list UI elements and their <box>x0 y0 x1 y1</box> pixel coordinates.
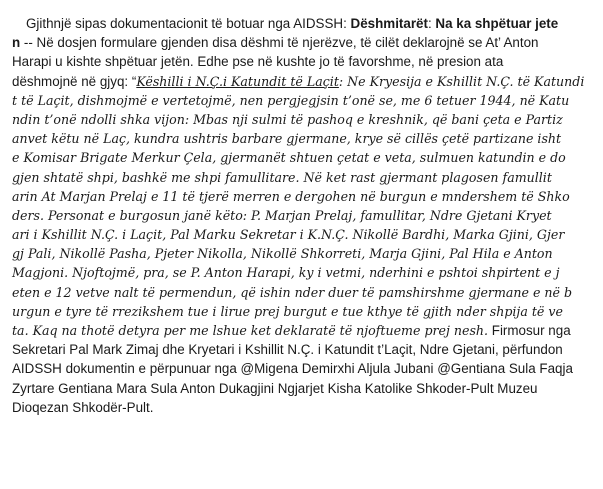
text-run-italic: ta. Kaq na thotë detyra per me lshue ket deklaratë të njoftueme prej nesh. <box>12 323 489 338</box>
text-line-italic: gjen shtatë shpi, bashkë me shpi famullitare. Në ket rast gjermant plagosen famullit <box>12 169 552 185</box>
text-run: Firmosur nga <box>488 323 571 338</box>
text-run: : <box>427 16 436 31</box>
document-body <box>12 14 597 417</box>
text-line-italic: eten e 12 vetve nalt të permendun, që ishin nder duer të pamshirshme gjermane e në b <box>12 284 573 300</box>
text-run-bold: n <box>12 35 21 51</box>
text-line <box>12 33 597 52</box>
text-run-underlined: Këshilli i N.Ç.i Katundit të Laçit <box>136 73 339 89</box>
text-line-italic: e Komisar Brigate Merkur Çela, gjermanët shtuen çetat e veta, sulmuen katundin e do <box>12 150 566 166</box>
text-run: -- Në dosjen formulare gjenden disa dëshmi të njerëzve, të cilët deklarojnë se At’ Anton <box>20 35 539 51</box>
text-line: Dioqezan Shkodër-Pult. <box>12 399 154 415</box>
text-run-italic: t të Laçit, dishmojmë e vertetojmë, nen pergjegjsin t’onë se, me 6 tetuer 1944, në Katu <box>12 92 570 108</box>
text-line-italic <box>12 91 597 110</box>
text-line <box>12 14 597 33</box>
text-run-bold: Dëshmitarët <box>350 16 428 31</box>
text-line-italic: gj Pali, Nikollë Pasha, Pjeter Nikolla, Nikollë Shkorreti, Marja Gjini, Pal Hila e Anton <box>12 246 553 262</box>
text-line-italic: Magjoni. Njoftojmë, pra, se P. Anton Harapi, ky i vetmi, nderhini e pshtoi shpirtent e j <box>12 265 560 281</box>
text-line-italic: urgun e tyre të rrezikshem tue i lirue prej burgut e tue kthye të gjith nder shpija të ve <box>12 303 563 319</box>
text-line <box>12 321 597 340</box>
text-run-bold: Na ka shpëtuar jete <box>435 16 559 31</box>
text-line-italic: ari i Kshillit N.Ç. i Laçit, Pal Marku Sekretar i K.N.Ç. Nikollë Bardhi, Marka Gjini, Gjer <box>12 227 565 243</box>
text-run-italic: : Ne Kryesija e Kshillit N.Ç. të Katundi <box>338 73 585 89</box>
text-line: Sekretari Pal Mark Zimaj dhe Kryetari i Kshillit N.Ç. i Katundit t’Laçit, Ndre Gjetani, përfundon <box>12 342 563 358</box>
text-line-italic: ders. Personat e burgosun janë këto: P. Marjan Prelaj, famullitar, Ndre Gjetani Kryet <box>12 207 552 223</box>
text-line-italic: ndin t’onë ndolli shka vijon: Mbas nji sulmi të pashoq e kreshnik, që bani çeta e Partiz <box>12 111 563 127</box>
text-line: Harapi u kishte shpëtuar jetën. Edhe pse në kushte jo të favorshme, në presion ata <box>12 54 504 70</box>
text-line-italic: anvet këtu në Laç, kundra ushtris barbare gjermane, krye së cillës çetë partizane isht <box>12 131 562 147</box>
text-line: AIDSSH dokumentin e përpunuar nga @Migena Demirxhi Aljula Jubani @Gentiana Sula Faqja <box>12 361 573 377</box>
text-run: dëshmojnë në gjyq: “ <box>12 73 137 89</box>
text-run: Gjithnjë sipas dokumentacionit të botuar nga AIDSSH: <box>26 16 351 31</box>
text-line-italic: arin At Marjan Prelaj e 11 të tjerë merren e dergohen në burgun e mndershem të Shko <box>12 188 570 204</box>
text-line: Zyrtare Gentiana Mara Sula Anton Dukagjini Ngjarjet Kisha Katolike Shkoder-Pult Muzeu <box>12 380 538 396</box>
text-line <box>12 72 597 91</box>
